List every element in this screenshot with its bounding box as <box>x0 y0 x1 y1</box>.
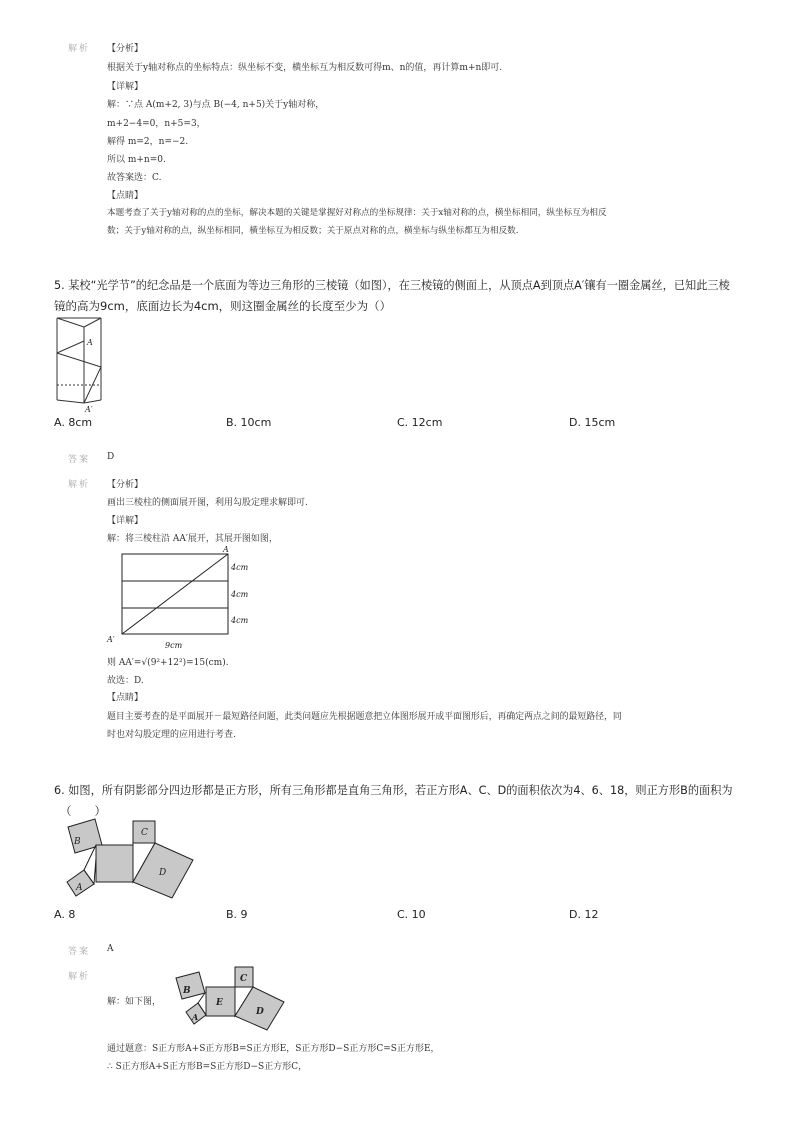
solution-line-3: 解得 m=2，n=−2. <box>107 137 189 147</box>
analysis-text: 根据关于y轴对称点的坐标特点：纵坐标不变，横坐标互为相反数可得m、n的值，再计算m+n即可. <box>107 63 503 73</box>
tag-comment: 【点睛】 <box>107 191 144 201</box>
option-a[interactable]: A. 8 <box>54 908 76 921</box>
solution-line-4: 所以 m+n=0. <box>107 155 166 165</box>
square-label-d: D <box>256 1007 264 1017</box>
option-b[interactable]: B. 10cm <box>226 416 272 429</box>
net-bottom-length: 9cm <box>165 641 183 650</box>
square-label-c: C <box>141 828 148 838</box>
answer-label: 答案 <box>68 455 91 465</box>
answer-value: A <box>107 944 114 954</box>
analysis-label: 解析 <box>68 972 91 982</box>
option-c[interactable]: C. 12cm <box>397 416 443 429</box>
tag-analysis: 【分析】 <box>107 44 144 54</box>
unfolded-net-figure <box>105 541 255 653</box>
square-label-b: B <box>74 837 81 847</box>
square-label-c: C <box>240 974 248 984</box>
net-segment-1: 4cm <box>231 563 249 572</box>
answer-value: D <box>107 452 115 462</box>
option-b[interactable]: B. 9 <box>226 908 248 921</box>
question-5-line-2: 镜的高为9cm，底面边长为4cm，则这圈金属丝的长度至少为（） <box>54 299 392 313</box>
prism-label-a-prime: A′ <box>85 405 93 414</box>
option-c[interactable]: C. 10 <box>397 908 426 921</box>
analysis-label: 解析 <box>68 44 91 54</box>
tag-comment: 【点睛】 <box>107 693 144 703</box>
solution-line-2: m+2−4=0，n+5=3， <box>107 119 206 129</box>
option-d[interactable]: D. 12 <box>569 908 599 921</box>
tag-detail: 【详解】 <box>107 516 144 526</box>
solution-line-3: ∴ S正方形A+S正方形B=S正方形D−S正方形C， <box>107 1062 308 1072</box>
net-segment-2: 4cm <box>231 590 249 599</box>
analysis-text: 画出三棱柱的侧面展开图，利用勾股定理求解即可. <box>107 498 308 508</box>
solution-line-2: 则 AA′=√(9²+12²)=15(cm). <box>107 658 229 668</box>
solution-line-1: 解：∵点 A(m+2, 3)与点 B(−4, n+5)关于y轴对称， <box>107 100 325 110</box>
question-6-line-2: （ ） <box>60 804 106 818</box>
tag-analysis: 【分析】 <box>107 480 144 490</box>
square-label-a: A <box>76 883 83 893</box>
solution-line-5: 故答案选：C. <box>107 173 162 183</box>
answer-label: 答案 <box>68 947 91 957</box>
net-segment-3: 4cm <box>231 616 249 625</box>
solution-line-2: 通过题意：S正方形A+S正方形B=S正方形E，S正方形D−S正方形C=S正方形E， <box>107 1044 440 1054</box>
option-a[interactable]: A. 8cm <box>54 416 93 429</box>
square-label-d: D <box>159 868 167 878</box>
prism-figure <box>54 315 114 415</box>
question-5-line-1: 5. 某校“光学节”的纪念品是一个底面为等边三角形的三棱镜（如图），在三棱镜的侧面上，从顶点A到顶点A′镶有一圈金属丝，已知此三棱 <box>54 279 730 292</box>
solution-line-3: 故选：D. <box>107 676 144 686</box>
comment-line-2: 时也对勾股定理的应用进行考查. <box>107 730 236 740</box>
solution-line-1: 解：如下图， <box>107 997 162 1007</box>
tag-detail: 【详解】 <box>107 82 144 92</box>
square-label-a: A <box>192 1012 199 1022</box>
comment-line-1: 本题考查了关于y轴对称的点的坐标，解决本题的关键是掌握好对称点的坐标规律：关于x轴对称的点，横坐标相同，纵坐标互为相反 <box>107 208 607 218</box>
square-label-b: B <box>183 986 191 996</box>
net-label-a: A <box>223 545 229 554</box>
solution-line-1: 解：将三棱柱沿 AA′展开，其展开图如图， <box>107 534 278 544</box>
analysis-label: 解析 <box>68 480 91 490</box>
prism-label-a: A <box>87 338 93 347</box>
question-6-line-1: 6. 如图，所有阴影部分四边形都是正方形，所有三角形都是直角三角形，若正方形A、C、D的面积依次为4、6、18，则正方形B的面积为 <box>54 784 733 797</box>
option-d[interactable]: D. 15cm <box>569 416 616 429</box>
squares-solution-figure <box>170 962 290 1032</box>
squares-figure <box>54 818 199 900</box>
net-label-a-prime: A′ <box>107 635 115 644</box>
comment-line-1: 题目主要考查的是平面展开－最短路径问题，此类问题应先根据题意把立体图形展开成平面图形后，再确定两点之间的最短路径，同 <box>107 712 622 722</box>
comment-line-2: 数；关于y轴对称的点，纵坐标相同，横坐标互为相反数；关于原点对称的点，横坐标与纵坐标都互为相反数. <box>107 226 519 236</box>
square-label-e: E <box>216 998 223 1008</box>
